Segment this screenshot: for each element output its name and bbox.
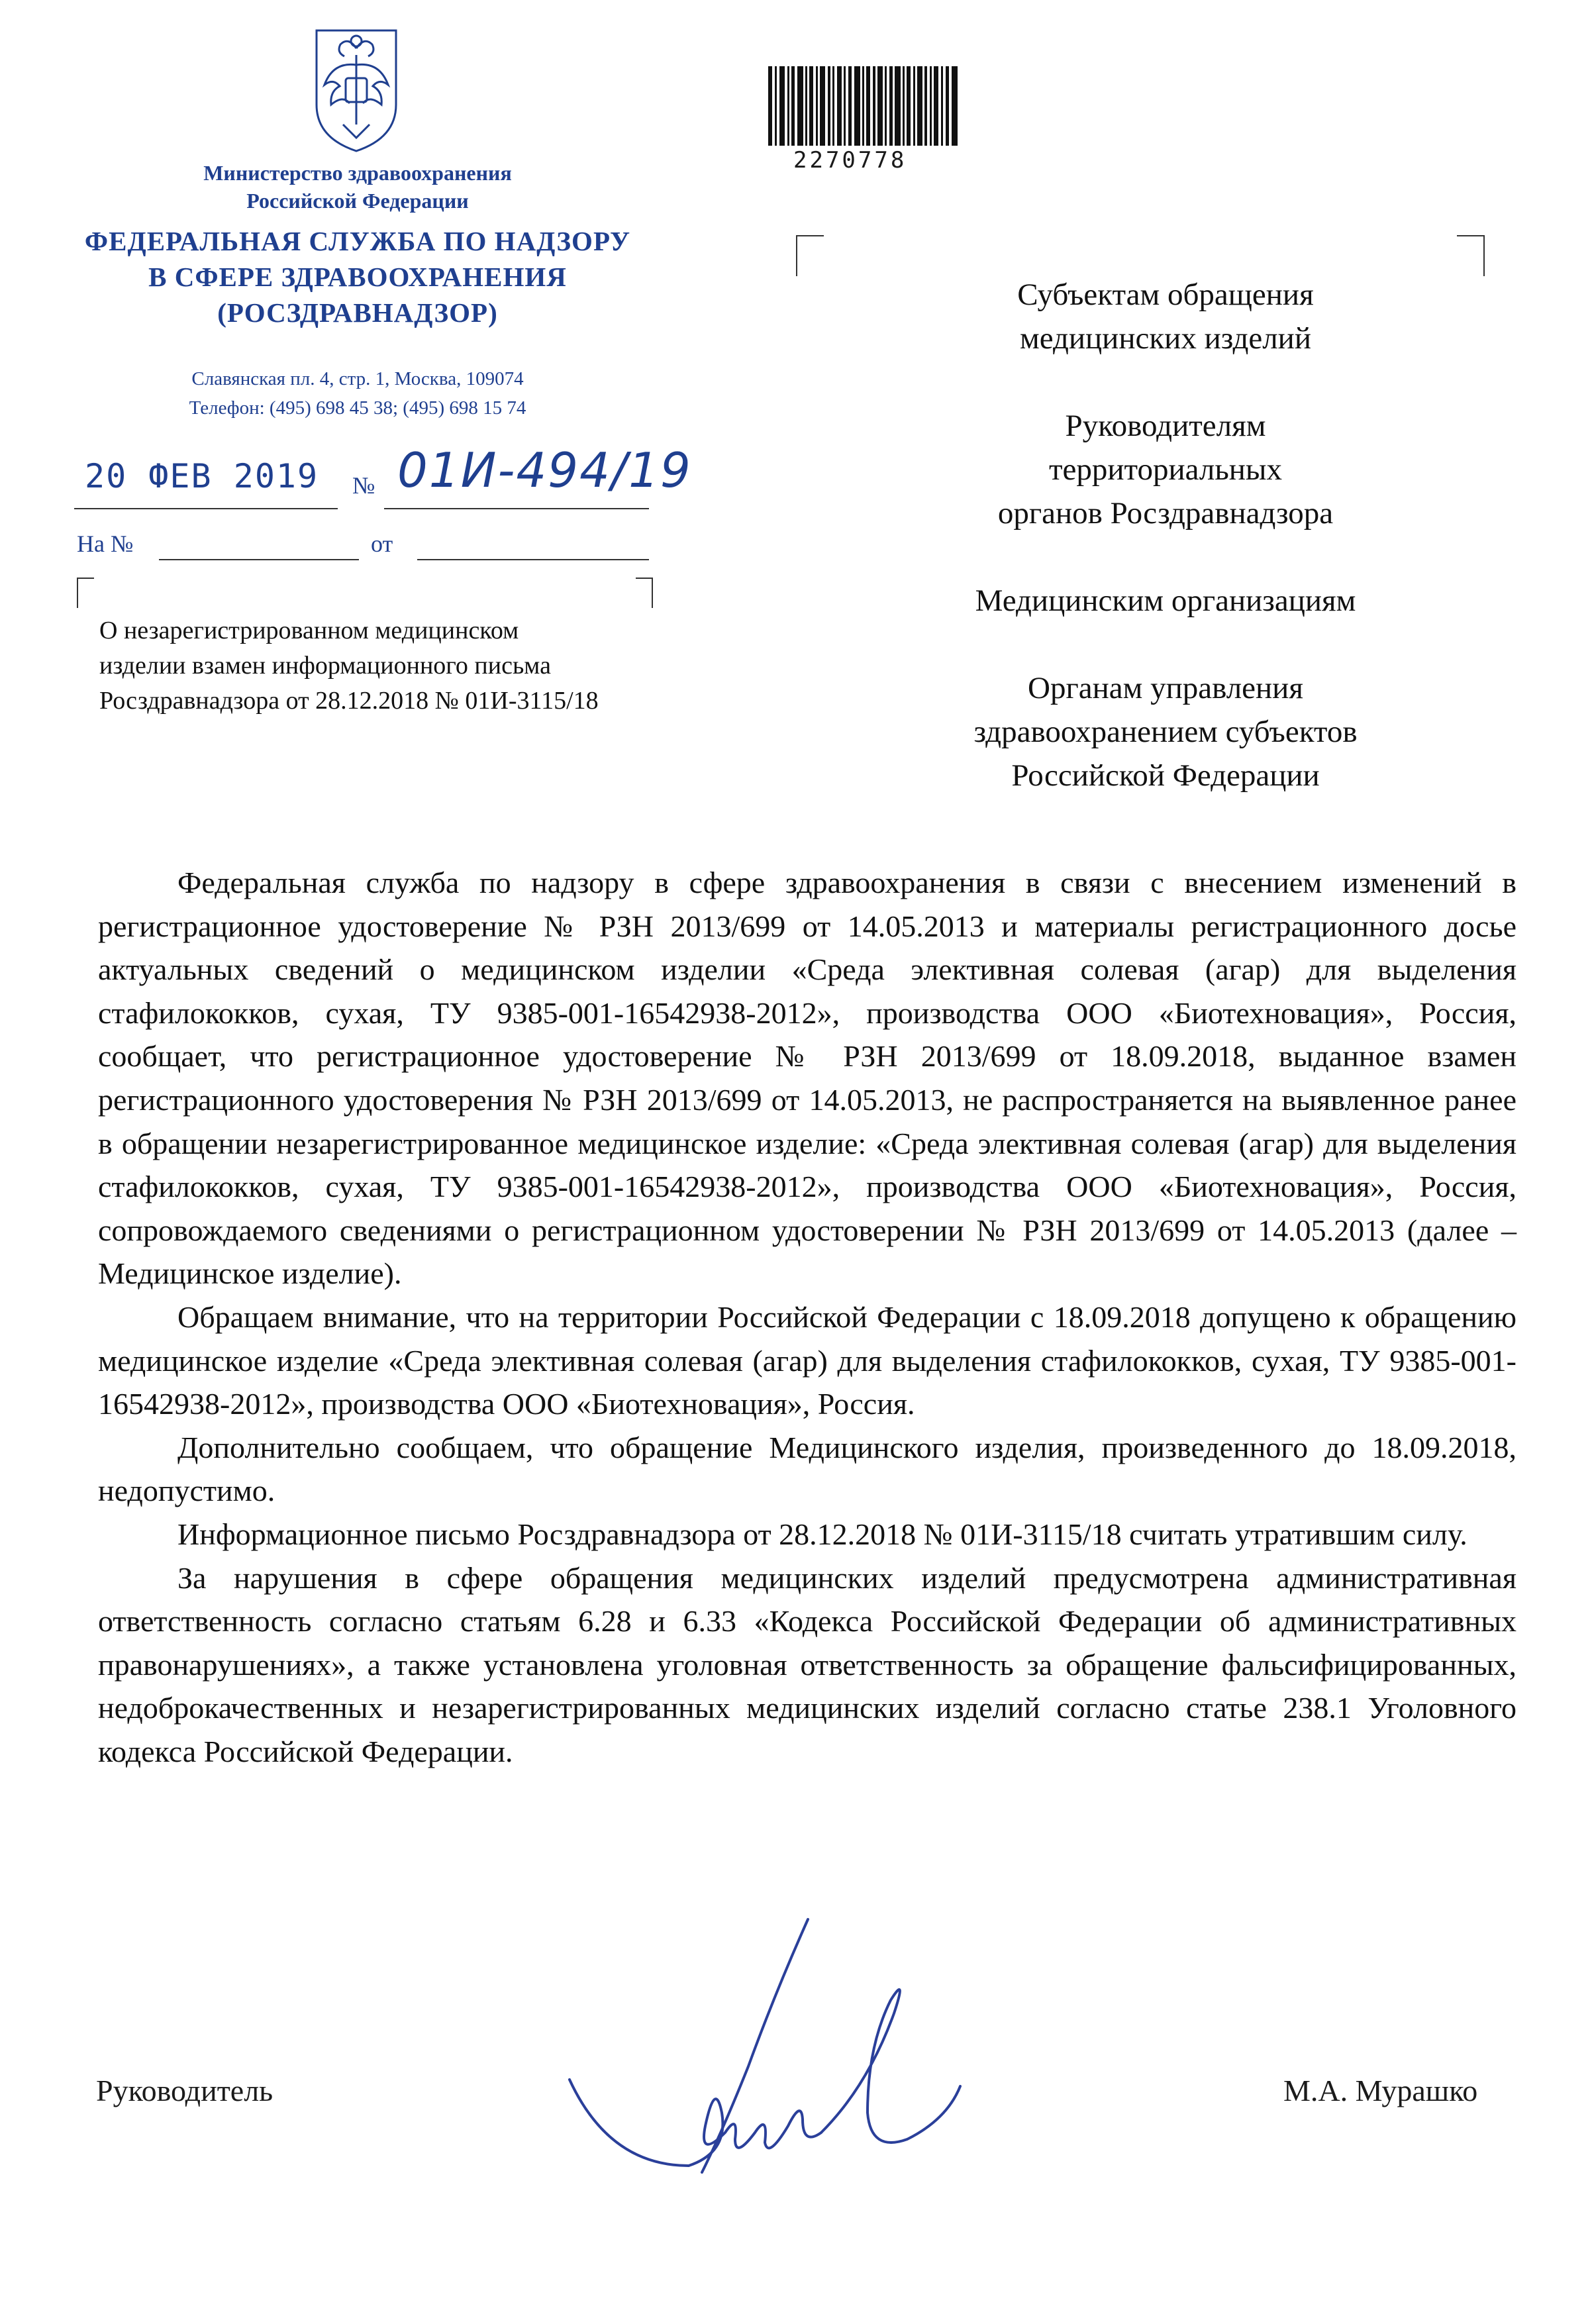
reply-from-label: от <box>371 530 393 557</box>
ministry-name-line1: Министерство здравоохранения <box>203 161 512 185</box>
addressee-4-line2: здравоохранением субъектов <box>973 715 1358 749</box>
signatory-name: М.А. Мурашко <box>1283 2074 1478 2107</box>
addressee-1-line2: медицинских изделий <box>1019 321 1311 356</box>
registration-number-label: № <box>352 472 375 499</box>
addressee-2-line3: органов Росздравнадзора <box>997 496 1334 530</box>
subject-line3: Росздравнадзора от 28.12.2018 № 01И-3115/18 <box>99 687 599 715</box>
body-paragraph-4: Информационное письмо Росздравнадзора от 28.12.2018 № 01И-3115/18 считать утратившим силу. <box>177 1517 1467 1551</box>
coat-of-arms-emblem <box>303 25 409 154</box>
addressee-2-line1: Руководителям <box>1065 409 1266 443</box>
registration-number-handwritten: 01И-494/19 <box>397 442 692 498</box>
body-paragraph-2: Обращаем внимание, что на территории Российской Федерации с 18.09.2018 допущено к обращению медицинское изделие «Среда элективная солевая (агар) для выделения стафилококков, сухая, ТУ 9385-001-16542938-2012», производства ООО «Биотехновация», Россия. <box>98 1299 1516 1421</box>
body-paragraph-5: За нарушения в сфере обращения медицинских изделий предусмотрена административная ответственность согласно статьям 6.28 и 6.33 «Кодекса Российской Федерации об административных правонарушениях», а также установлена уголовная ответственность за обращение фальсифицированных, недоброкачественных и незарегистрированных медицинских изделий согласно статье 238.1 Уголовного кодекса Российской Федерации. <box>98 1560 1516 1768</box>
agency-name-line1: ФЕДЕРАЛЬНАЯ СЛУЖБА ПО НАДЗОРУ <box>84 226 631 256</box>
registration-date-stamp: 20 ФЕВ 2019 <box>85 457 319 495</box>
addressee-corner-right <box>1457 235 1485 276</box>
reply-to-label: На № <box>77 530 134 557</box>
agency-phone: Телефон: (495) 698 45 38; (495) 698 15 74 <box>189 397 526 419</box>
letter-body <box>98 861 1516 1773</box>
signatory-title: Руководитель <box>96 2074 273 2107</box>
addressee-3-line1: Медицинским организациям <box>975 583 1356 618</box>
addressee-2-line2: территориальных <box>1048 452 1283 487</box>
subject-corner-left <box>77 578 94 608</box>
body-paragraph-1: Федеральная служба по надзору в сфере здравоохранения в связи с внесением изменений в регистрационное удостоверение № РЗН 2013/699 от 14.05.2013 и материалы регистрационного досье актуальных сведений о медицинском изделии «Среда элективная солевая (агар) для выделения стафилококков, сухая, ТУ 9385-001-16542938-2012», производства ООО «Биотехновация», Россия, сообщает, что регистрационное удостоверение № РЗН 2013/699 от 18.09.2018, выданное взамен регистрационного удостоверения № РЗН 2013/699 от 14.05.2013, не распространяется на выявленное ранее в обращении незарегистрированное медицинское изделие: «Среда элективная солевая (агар) для выделения стафилококков, сухая, ТУ 9385-001-16542938-2012», производства ООО «Биотехновация», Россия, сопровождаемого сведениями о регистрационном удостоверении № РЗН 2013/699 от 14.05.2013 (далее – Медицинское изделие). <box>98 866 1516 1291</box>
subject-line1: О незарегистрированном медицинском <box>99 617 519 644</box>
barcode <box>768 66 960 146</box>
number-underline <box>384 508 649 509</box>
subject-corner-right <box>636 578 653 608</box>
addressee-1-line1: Субъектам обращения <box>1017 278 1314 312</box>
agency-name-line2: В СФЕРЕ ЗДРАВООХРАНЕНИЯ <box>148 262 567 292</box>
addressee-corner-left <box>796 235 824 276</box>
barcode-number: 2270778 <box>793 147 907 174</box>
reply-from-date-blank <box>417 559 649 560</box>
subject-line2: изделии взамен информационного письма <box>99 652 551 680</box>
handwritten-signature <box>556 1914 967 2192</box>
reply-to-number-blank <box>159 559 359 560</box>
agency-name-line3: (РОСЗДРАВНАДЗОР) <box>217 297 498 328</box>
date-underline <box>74 508 338 509</box>
body-paragraph-3: Дополнительно сообщаем, что обращение Медицинского изделия, произведенного до 18.09.2018, недопустимо. <box>98 1430 1516 1508</box>
addressee-4-line1: Органам управления <box>1028 671 1303 705</box>
ministry-name-line2: Российской Федерации <box>246 189 469 213</box>
addressee-4-line3: Российской Федерации <box>1011 758 1320 793</box>
agency-address: Славянская пл. 4, стр. 1, Москва, 109074 <box>191 368 524 389</box>
